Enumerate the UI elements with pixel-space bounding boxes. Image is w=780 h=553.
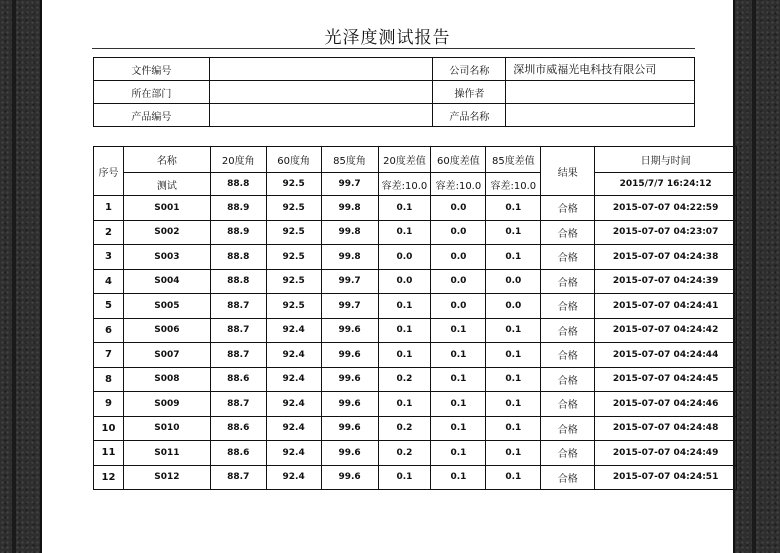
file-no-label: 文件编号: [94, 58, 210, 81]
cell-d20: 0.2: [378, 441, 431, 466]
cell-d85: 0.1: [486, 465, 541, 490]
cell-g20: 88.7: [210, 343, 266, 368]
cell-d20: 0.1: [378, 220, 431, 245]
cell-result: 合格: [541, 343, 595, 368]
cell-datetime: 2015-07-07 04:24:39: [595, 269, 737, 294]
cell-result: 合格: [541, 441, 595, 466]
reference-datetime: 2015/7/7 16:24:12: [595, 173, 737, 196]
product-no-value: [209, 104, 433, 127]
table-row: [94, 441, 737, 466]
cell-g85: 99.7: [321, 294, 378, 319]
cell-d20: 0.1: [378, 392, 431, 417]
table-row: [94, 392, 737, 417]
cell-name: S011: [123, 441, 210, 466]
header-row: [94, 147, 737, 173]
cell-g60: 92.4: [266, 416, 321, 441]
cell-seq: 10: [94, 416, 124, 441]
cell-name: S010: [123, 416, 210, 441]
cell-d20: 0.1: [378, 465, 431, 490]
table-row: [94, 465, 737, 490]
cell-datetime: 2015-07-07 04:24:45: [595, 367, 737, 392]
cell-result: 合格: [541, 245, 595, 270]
report-sheet: [40, 0, 735, 553]
right-edge-line: [752, 0, 756, 553]
cell-d85: 0.1: [486, 245, 541, 270]
cell-name: S003: [123, 245, 210, 270]
reference-d85: 容差:10.0: [486, 173, 541, 196]
cell-name: S005: [123, 294, 210, 319]
cell-seq: 12: [94, 465, 124, 490]
cell-seq: 2: [94, 220, 124, 245]
cell-d85: 0.1: [486, 392, 541, 417]
cell-g85: 99.8: [321, 245, 378, 270]
cell-d60: 0.1: [431, 416, 486, 441]
operator-value: [506, 81, 695, 104]
cell-g85: 99.6: [321, 465, 378, 490]
cell-name: S008: [123, 367, 210, 392]
file-no-value: [209, 58, 433, 81]
cell-d60: 0.1: [431, 465, 486, 490]
cell-d60: 0.1: [431, 392, 486, 417]
cell-d85: 0.1: [486, 441, 541, 466]
cell-d20: 0.0: [378, 245, 431, 270]
table-row: [94, 416, 737, 441]
reference-row: [94, 173, 737, 196]
cell-g85: 99.6: [321, 318, 378, 343]
cell-result: 合格: [541, 294, 595, 319]
cell-g60: 92.4: [266, 318, 321, 343]
cell-result: 合格: [541, 269, 595, 294]
cell-g20: 88.9: [210, 220, 266, 245]
header-d20: 20度差值: [378, 147, 431, 173]
table-row: [94, 269, 737, 294]
table-row: [94, 196, 737, 221]
cell-seq: 4: [94, 269, 124, 294]
cell-d20: 0.2: [378, 416, 431, 441]
cell-d85: 0.1: [486, 196, 541, 221]
cell-g85: 99.6: [321, 367, 378, 392]
cell-g20: 88.7: [210, 294, 266, 319]
cell-datetime: 2015-07-07 04:24:42: [595, 318, 737, 343]
cell-g20: 88.7: [210, 465, 266, 490]
cell-seq: 6: [94, 318, 124, 343]
cell-d85: 0.0: [486, 269, 541, 294]
cell-g60: 92.4: [266, 343, 321, 368]
product-name-value: [506, 104, 695, 127]
cell-g85: 99.8: [321, 196, 378, 221]
company-label: 公司名称: [433, 58, 506, 81]
cell-g60: 92.5: [266, 294, 321, 319]
header-seq: 序号: [94, 147, 124, 196]
measurement-table: [93, 146, 737, 490]
company-value: 深圳市威福光电科技有限公司: [506, 58, 695, 81]
cell-g60: 92.4: [266, 465, 321, 490]
cell-d60: 0.1: [431, 343, 486, 368]
header-d85: 85度差值: [486, 147, 541, 173]
cell-datetime: 2015-07-07 04:24:41: [595, 294, 737, 319]
cell-seq: 11: [94, 441, 124, 466]
cell-g85: 99.8: [321, 220, 378, 245]
cell-datetime: 2015-07-07 04:23:07: [595, 220, 737, 245]
header-g85: 85度角: [321, 147, 378, 173]
product-no-label: 产品编号: [94, 104, 210, 127]
cell-d60: 0.0: [431, 245, 486, 270]
cell-d60: 0.1: [431, 441, 486, 466]
cell-result: 合格: [541, 465, 595, 490]
cell-seq: 3: [94, 245, 124, 270]
cell-g60: 92.5: [266, 196, 321, 221]
cell-datetime: 2015-07-07 04:24:51: [595, 465, 737, 490]
cell-name: S009: [123, 392, 210, 417]
cell-datetime: 2015-07-07 04:24:46: [595, 392, 737, 417]
cell-g20: 88.9: [210, 196, 266, 221]
cell-d60: 0.0: [431, 220, 486, 245]
left-edge-line: [12, 0, 16, 553]
cell-g85: 99.6: [321, 343, 378, 368]
info-row: [94, 58, 695, 81]
table-row: [94, 318, 737, 343]
cell-g85: 99.6: [321, 416, 378, 441]
header-datetime: 日期与时间: [595, 147, 737, 173]
info-row: [94, 81, 695, 104]
cell-g85: 99.6: [321, 441, 378, 466]
cell-g60: 92.5: [266, 269, 321, 294]
cell-d20: 0.1: [378, 196, 431, 221]
cell-g60: 92.4: [266, 441, 321, 466]
cell-name: S001: [123, 196, 210, 221]
cell-g20: 88.8: [210, 269, 266, 294]
cell-g85: 99.7: [321, 269, 378, 294]
info-row: [94, 104, 695, 127]
cell-seq: 5: [94, 294, 124, 319]
table-row: [94, 245, 737, 270]
cell-d60: 0.0: [431, 294, 486, 319]
cell-name: S004: [123, 269, 210, 294]
cell-seq: 9: [94, 392, 124, 417]
cell-seq: 1: [94, 196, 124, 221]
cell-name: S002: [123, 220, 210, 245]
cell-d85: 0.1: [486, 343, 541, 368]
cell-datetime: 2015-07-07 04:24:48: [595, 416, 737, 441]
reference-name: 测试: [123, 173, 210, 196]
header-g60: 60度角: [266, 147, 321, 173]
header-g20: 20度角: [210, 147, 266, 173]
cell-g20: 88.8: [210, 245, 266, 270]
cell-d85: 0.1: [486, 367, 541, 392]
cell-d85: 0.1: [486, 220, 541, 245]
cell-d85: 0.1: [486, 416, 541, 441]
cell-d85: 0.0: [486, 294, 541, 319]
cell-g20: 88.7: [210, 318, 266, 343]
report-title: 光泽度测试报告: [324, 28, 451, 48]
cell-g20: 88.6: [210, 367, 266, 392]
cell-result: 合格: [541, 318, 595, 343]
cell-datetime: 2015-07-07 04:22:59: [595, 196, 737, 221]
cell-datetime: 2015-07-07 04:24:38: [595, 245, 737, 270]
table-row: [94, 367, 737, 392]
cell-name: S006: [123, 318, 210, 343]
reference-g85: 99.7: [321, 173, 378, 196]
header-d60: 60度差值: [431, 147, 486, 173]
reference-g60: 92.5: [266, 173, 321, 196]
table-row: [94, 294, 737, 319]
cell-d85: 0.1: [486, 318, 541, 343]
header-name: 名称: [123, 147, 210, 173]
cell-g20: 88.6: [210, 416, 266, 441]
reference-d20: 容差:10.0: [378, 173, 431, 196]
cell-result: 合格: [541, 220, 595, 245]
reference-g20: 88.8: [210, 173, 266, 196]
cell-g60: 92.5: [266, 220, 321, 245]
cell-result: 合格: [541, 416, 595, 441]
cell-g20: 88.7: [210, 392, 266, 417]
cell-g20: 88.6: [210, 441, 266, 466]
cell-g60: 92.4: [266, 392, 321, 417]
cell-d60: 0.1: [431, 318, 486, 343]
product-name-label: 产品名称: [433, 104, 506, 127]
cell-name: S007: [123, 343, 210, 368]
title-rule: [92, 48, 695, 49]
dept-label: 所在部门: [94, 81, 210, 104]
cell-result: 合格: [541, 367, 595, 392]
table-row: [94, 220, 737, 245]
cell-d20: 0.1: [378, 343, 431, 368]
cell-g60: 92.5: [266, 245, 321, 270]
cell-datetime: 2015-07-07 04:24:49: [595, 441, 737, 466]
table-row: [94, 343, 737, 368]
cell-d20: 0.1: [378, 294, 431, 319]
info-table: [93, 57, 695, 127]
dept-value: [209, 81, 433, 104]
cell-seq: 7: [94, 343, 124, 368]
cell-seq: 8: [94, 367, 124, 392]
cell-d20: 0.1: [378, 318, 431, 343]
operator-label: 操作者: [433, 81, 506, 104]
cell-g85: 99.6: [321, 392, 378, 417]
reference-d60: 容差:10.0: [431, 173, 486, 196]
cell-name: S012: [123, 465, 210, 490]
header-result: 结果: [541, 147, 595, 196]
cell-d60: 0.0: [431, 196, 486, 221]
cell-d20: 0.2: [378, 367, 431, 392]
cell-d60: 0.0: [431, 269, 486, 294]
cell-g60: 92.4: [266, 367, 321, 392]
cell-result: 合格: [541, 392, 595, 417]
cell-d60: 0.1: [431, 367, 486, 392]
cell-datetime: 2015-07-07 04:24:44: [595, 343, 737, 368]
cell-result: 合格: [541, 196, 595, 221]
cell-d20: 0.0: [378, 269, 431, 294]
